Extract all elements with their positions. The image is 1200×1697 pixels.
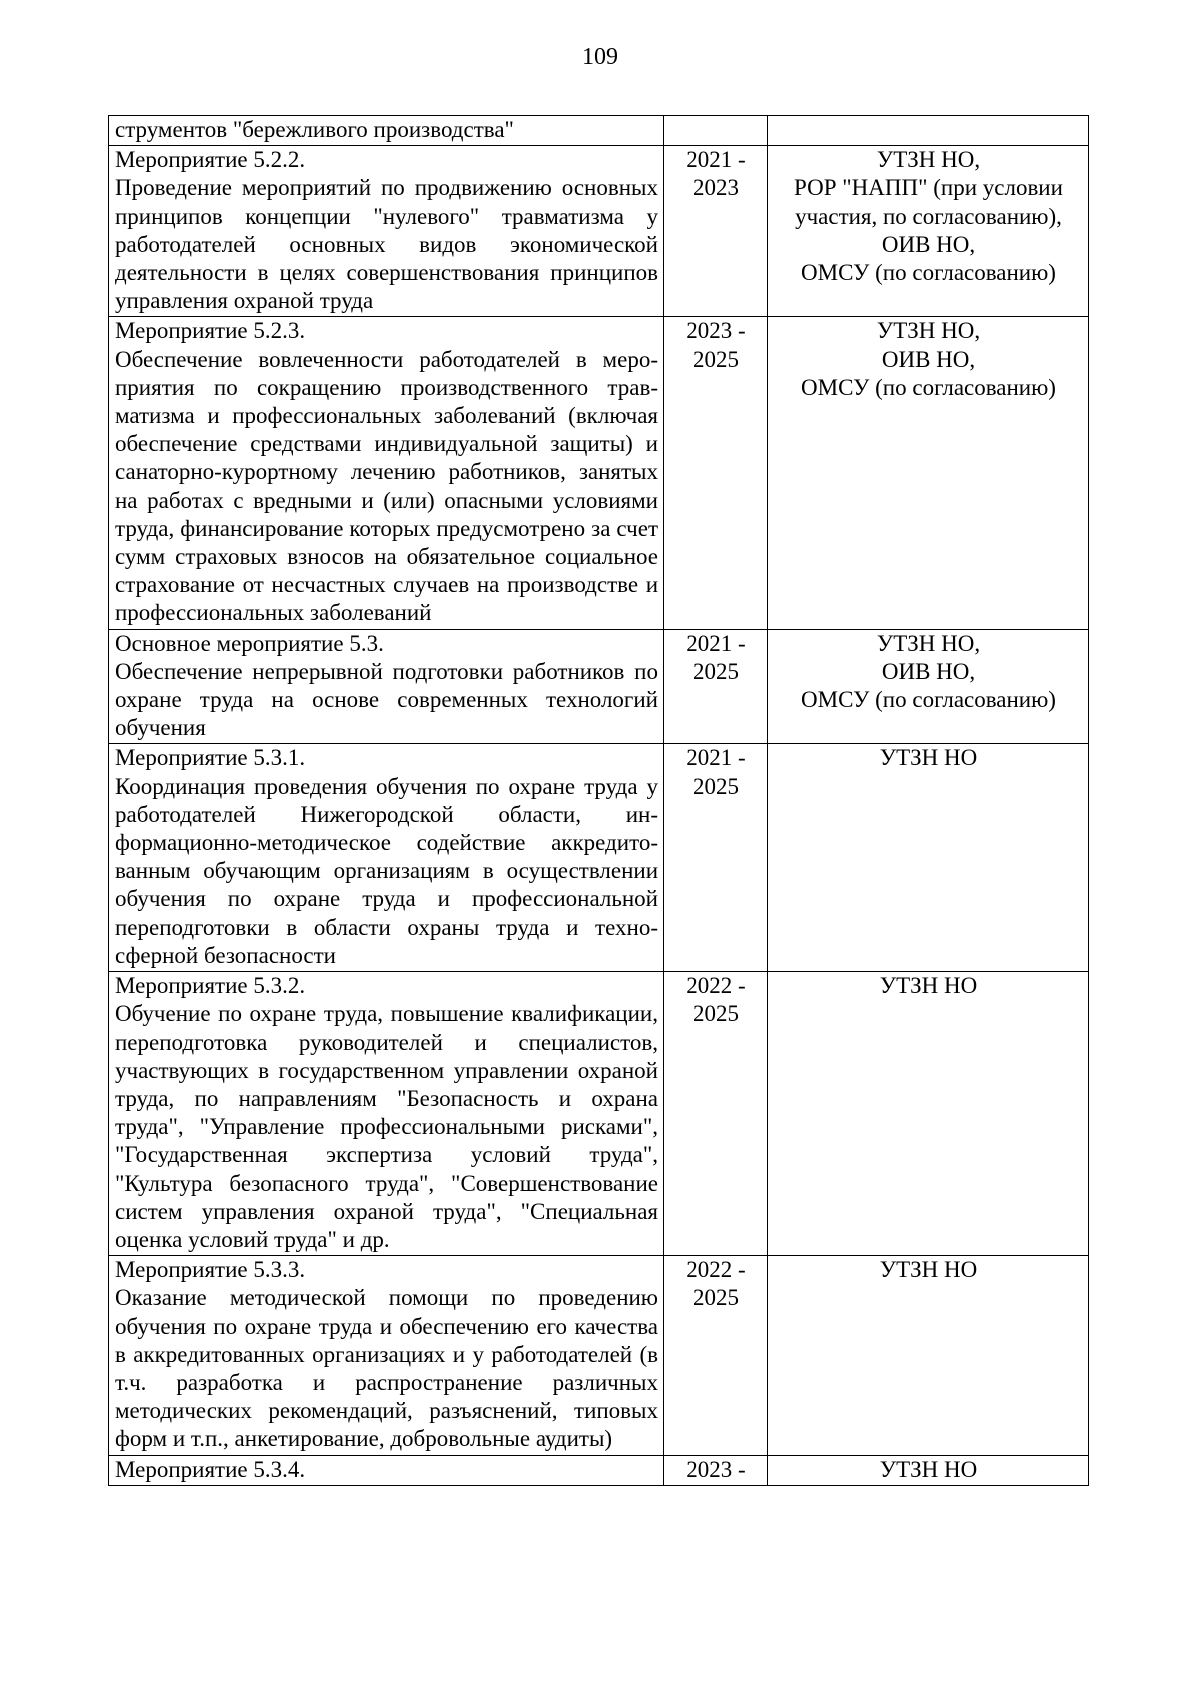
table-row	[109, 972, 1089, 1256]
period-end: 2025	[693, 346, 739, 372]
period-end: 2025	[693, 1001, 739, 1027]
period-start: 2022 -	[686, 973, 746, 999]
period-cell	[664, 116, 768, 146]
executor-cell	[768, 744, 1089, 972]
activity-title: Основное мероприятие 5.3.	[115, 630, 384, 656]
period-cell	[664, 629, 768, 744]
executor-line: УТЗН НО	[879, 745, 978, 771]
executor-line: ОМСУ (по согласованию)	[801, 687, 1056, 713]
table-row	[109, 146, 1089, 317]
activity-title: Мероприятие 5.2.2.	[115, 147, 306, 173]
period-start: 2021 -	[686, 745, 746, 771]
activity-cell	[109, 116, 664, 146]
period-end: 2025	[693, 1285, 739, 1311]
table-row	[109, 744, 1089, 972]
activity-text: Проведение мероприятий по продвижению основных принципов концепции "нулевого" травматизма у работодателей основных видов экономической деятельности в целях совершенствования принципов управления охраной труда	[115, 175, 658, 314]
activity-text: Обучение по охране труда, повышение квалификации, переподготовка руководителей и специалистов, участвующих в государственном управлении охраной труда, по направлениям "Безопасность и охрана труда", "Управление профессиональными рисками", "Государственная экспертиза условий труда", "Культура безопасного труда", "Совершенствование систем управления охраной труда", "Специальная оценка условий труда" и др.	[115, 1001, 658, 1252]
activity-title: Мероприятие 5.3.3.	[115, 1257, 306, 1283]
activity-cell	[109, 1455, 664, 1485]
executor-cell	[768, 1455, 1089, 1485]
period-cell	[664, 1455, 768, 1485]
executor-cell	[768, 317, 1089, 629]
period-start: 2023 -	[686, 318, 746, 344]
activity-title: Мероприятие 5.3.4.	[115, 1456, 306, 1482]
period-end: 2025	[693, 658, 739, 684]
table-row	[109, 317, 1089, 629]
executor-cell	[768, 629, 1089, 744]
activity-title: Мероприятие 5.3.1.	[115, 745, 306, 771]
period-cell	[664, 1256, 768, 1455]
activity-text: Оказание методической помощи по проведению обучения по охране труда и обеспечению его качества в аккредитованных организациях и у работодателей (в т.ч. разработка и распространение различных методических рекомендаций, разъяснений, типовых форм и т.п., анкетирование, добровольные аудиты)	[115, 1285, 658, 1452]
activity-title: Мероприятие 5.3.2.	[115, 973, 306, 999]
period-cell	[664, 744, 768, 972]
executor-line: УТЗН НО,	[876, 318, 981, 344]
executor-line: УТЗН НО,	[876, 147, 981, 173]
period-cell	[664, 146, 768, 317]
activity-text: Обеспечение непрерывной подготовки работников по охране труда на основе современных технологий обучения	[115, 658, 658, 741]
executor-cell	[768, 972, 1089, 1256]
activity-cell	[109, 1256, 664, 1455]
period-end: 2025	[693, 773, 739, 799]
activity-title: Мероприятие 5.2.3.	[115, 318, 306, 344]
executor-line: ОМСУ (по согласованию)	[801, 374, 1056, 400]
table-row	[109, 116, 1089, 146]
period-cell	[664, 317, 768, 629]
activity-text: струментов "бережливого производства"	[115, 117, 514, 142]
period-start: 2023 -	[686, 1456, 746, 1482]
executor-line: ОИВ НО,	[881, 346, 976, 372]
activity-cell	[109, 317, 664, 629]
period-end: 2023	[693, 175, 739, 201]
activity-cell	[109, 629, 664, 744]
period-cell	[664, 972, 768, 1256]
table-row	[109, 629, 1089, 744]
executor-line: ОИВ НО,	[881, 231, 976, 257]
activity-cell	[109, 972, 664, 1256]
executor-line: УТЗН НО	[879, 1257, 978, 1283]
executor-cell	[768, 146, 1089, 317]
executor-line: участия, по согласованию),	[795, 203, 1062, 229]
executor-line: УТЗН НО,	[876, 630, 981, 656]
activities-table	[108, 115, 1089, 1486]
executor-line: ОИВ НО,	[881, 658, 976, 684]
executor-line: УТЗН НО	[879, 1456, 978, 1482]
table-row	[109, 1256, 1089, 1455]
executor-line: ОМСУ (по согласованию)	[801, 260, 1056, 286]
page-number: 109	[582, 44, 618, 70]
activity-text: Обеспечение вовлеченности работодателей в мероприятия по сокращению производственного травматизма и профессиональных заболеваний (включая обеспечение средствами индивидуальной защиты) и санаторно-курортному лечению работников, занятых на работах с вредными и (или) опасными условиями труда, финансирование которых предусмотрено за счет сумм страховых взносов на обязательное социальное страхование от несчастных случаев на производстве и профессиональных заболеваний	[115, 346, 658, 626]
executor-cell	[768, 1256, 1089, 1455]
activity-cell	[109, 744, 664, 972]
period-start: 2021 -	[686, 630, 746, 656]
period-start: 2022 -	[686, 1257, 746, 1283]
activity-cell	[109, 146, 664, 317]
activity-text: Координация проведения обучения по охране труда у работодателей Нижегородской области, информационно-методическое содействие аккредитованным обучающим организациям в осуществлении обучения по охране труда и профессиональной переподготовки в области охраны труда и техносферной безопасности	[115, 773, 658, 968]
executor-cell	[768, 116, 1089, 146]
executor-line: РОР "НАПП" (при условии	[794, 175, 1063, 201]
executor-line: УТЗН НО	[879, 973, 978, 999]
table-row	[109, 1455, 1089, 1485]
period-start: 2021 -	[686, 147, 746, 173]
